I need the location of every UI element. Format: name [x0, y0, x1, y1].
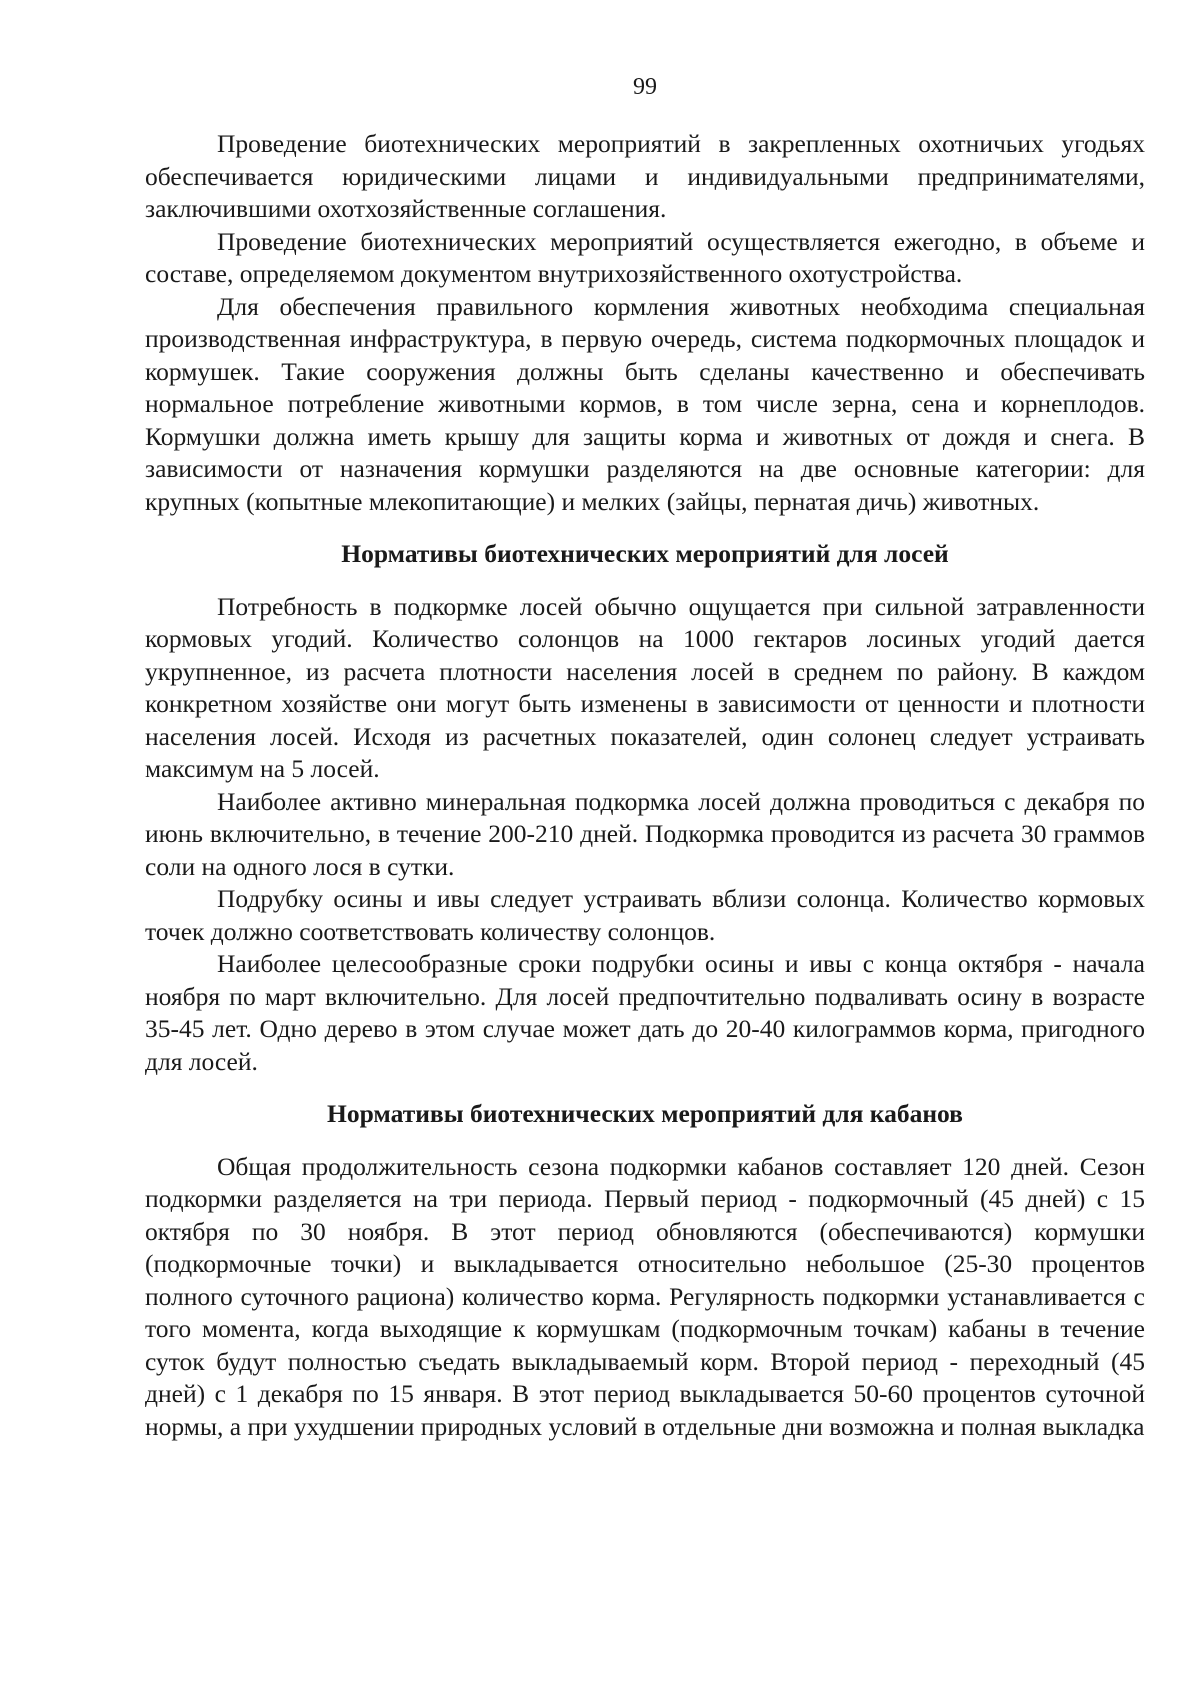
paragraph: Подрубку осины и ивы следует устраивать вблизи солонца. Количество кормовых точек должно соответствовать количеству солонцов.: [145, 884, 1145, 946]
spacer: [145, 1131, 1145, 1151]
spacer: [145, 518, 1145, 538]
paragraph: Общая продолжительность сезона подкормки кабанов составляет 120 дней. Сезон подкормки разделяется на три периода. Первый период - подкормочный (45 дней) с 15 октября по 30 ноября. В этот период обновляются (обеспечиваются) кормушки (подкормочные точки) и выкладывается относительно небольшое (25-30 процентов полного суточного рациона) количество корма. Регулярность подкормки устанавливается с того момента, когда выходящие к кормушкам (подкормочным точкам) кабаны в течение суток будут полностью съедать выкладываемый корм. Второй период - переходный (45 дней) с 1 декабря по 15 января. В этот период выкладывается 50-60 процентов суточной нормы, а при ухудшении природных условий в отдельные дни возможна и полная выкладка: [145, 1151, 1145, 1441]
paragraph: Наиболее активно минеральная подкормка лосей должна проводиться с декабря по июнь включительно, в течение 200-210 дней. Подкормка проводится из расчета 30 граммов соли на одного лося в сутки.: [145, 786, 1145, 881]
spacer: [145, 571, 1145, 591]
document-body: [145, 128, 1145, 1443]
page-number: 99: [633, 74, 657, 100]
paragraph: Проведение биотехнических мероприятий в закрепленных охотничьих угодьях обеспечивается юридическими лицами и индивидуальными предпринимателями, заключившими охотхозяйственные соглашения.: [145, 129, 1145, 223]
spacer: [145, 1078, 1145, 1098]
paragraph: Наиболее целесообразные сроки подрубки осины и ивы с конца октября - начала ноября по март включительно. Для лосей предпочтительно подваливать осину в возрасте 35-45 лет. Одно дерево в этом случае может дать до 20-40 килограммов корма, пригодного для лосей.: [145, 949, 1145, 1076]
paragraph: Для обеспечения правильного кормления животных необходима специальная производственная инфраструктура, в первую очередь, система подкормочных площадок и кормушек. Такие сооружения должны быть сделаны качественно и обеспечивать нормальное потребление животными кормов, в том числе зерна, сена и корнеплодов. Кормушки должна иметь крышу для защиты корма и животных от дождя и снега. В зависимости от назначения кормушки разделяются на две основные категории: для крупных (копытные млекопитающие) и мелких (зайцы, пернатая дичь) животных.: [145, 291, 1145, 516]
paragraph: Потребность в подкормке лосей обычно ощущается при сильной затравленности кормовых угодий. Количество солонцов на 1000 гектаров лосиных угодий дается укрупненное, из расчета плотности населения лосей в среднем по району. В каждом конкретном хозяйстве они могут быть изменены в зависимости от ценности и плотности населения лосей. Исходя из расчетных показателей, один солонец следует устраивать максимум на 5 лосей.: [145, 591, 1145, 783]
section-heading-moose: Нормативы биотехнических мероприятий для лосей: [341, 539, 949, 568]
paragraph: Проведение биотехнических мероприятий осуществляется ежегодно, в объеме и составе, определяемом документом внутрихозяйственного охотустройства.: [145, 226, 1145, 288]
section-heading-boars: Нормативы биотехнических мероприятий для кабанов: [327, 1099, 963, 1128]
